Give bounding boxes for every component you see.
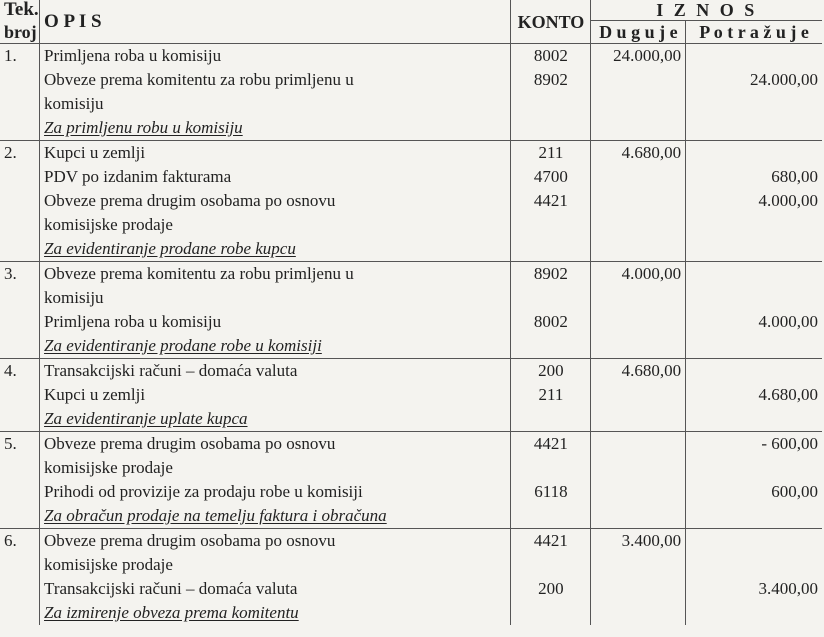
entry-potrazuje	[686, 529, 822, 554]
journal-note-row	[0, 334, 822, 359]
journal-row	[0, 165, 822, 189]
entry-duguje	[591, 553, 686, 577]
entry-description: Obveze prema komitentu za robu primljenu u	[40, 262, 511, 287]
entry-potrazuje	[686, 141, 822, 166]
entry-konto: 4421	[511, 189, 591, 213]
entry-konto: 8902	[511, 262, 591, 287]
entry-konto-empty	[511, 116, 591, 141]
entry-konto	[511, 92, 591, 116]
entry-konto: 4421	[511, 529, 591, 554]
entry-potrazuje	[686, 456, 822, 480]
col-header-potrazuje: P o t r a ž u j e	[686, 21, 822, 44]
journal-note-row	[0, 407, 822, 432]
entry-duguje	[591, 456, 686, 480]
entry-potrazuje	[686, 44, 822, 69]
entry-duguje-empty	[591, 407, 686, 432]
journal-row	[0, 553, 822, 577]
entry-note	[40, 237, 511, 262]
entry-konto: 200	[511, 577, 591, 601]
col-header-konto: KONTO	[511, 0, 591, 44]
entry-duguje	[591, 310, 686, 334]
entry-potrazuje	[686, 92, 822, 116]
entry-potrazuje-empty	[686, 116, 822, 141]
journal-row	[0, 262, 822, 287]
entry-number: 3.	[0, 262, 40, 359]
entry-duguje-empty	[591, 334, 686, 359]
entry-description: Prihodi od provizije za prodaju robe u komisiji	[40, 480, 511, 504]
entry-description: Obveze prema drugim osobama po osnovu	[40, 432, 511, 457]
journal-row	[0, 310, 822, 334]
journal-note-row	[0, 237, 822, 262]
entry-konto: 8002	[511, 44, 591, 69]
entry-konto: 6118	[511, 480, 591, 504]
entry-konto-empty	[511, 504, 591, 529]
entry-duguje	[591, 577, 686, 601]
journal-row	[0, 286, 822, 310]
entry-number: 5.	[0, 432, 40, 529]
entry-description: Kupci u zemlji	[40, 141, 511, 166]
entry-description: Obveze prema drugim osobama po osnovu	[40, 189, 511, 213]
entry-potrazuje	[686, 359, 822, 384]
journal-row	[0, 213, 822, 237]
entry-konto: 200	[511, 359, 591, 384]
entry-note	[40, 334, 511, 359]
entry-number: 6.	[0, 529, 40, 626]
entry-note-text: Za obračun prodaje na temelju faktura i obračuna	[44, 506, 387, 525]
entry-duguje: 4.000,00	[591, 262, 686, 287]
journal-note-row	[0, 116, 822, 141]
entry-note-text: Za izmirenje obveza prema komitentu	[44, 603, 299, 622]
entry-potrazuje-empty	[686, 504, 822, 529]
entry-number: 2.	[0, 141, 40, 262]
entry-konto: 211	[511, 383, 591, 407]
entry-konto: 211	[511, 141, 591, 166]
entry-note	[40, 116, 511, 141]
entry-description: komisijske prodaje	[40, 553, 511, 577]
entry-konto-empty	[511, 334, 591, 359]
journal-row	[0, 432, 822, 457]
entry-potrazuje: - 600,00	[686, 432, 822, 457]
entry-duguje-empty	[591, 237, 686, 262]
journal-row	[0, 68, 822, 92]
entry-konto: 4421	[511, 432, 591, 457]
entry-description: Transakcijski računi – domaća valuta	[40, 359, 511, 384]
journal-body	[0, 44, 822, 626]
entry-potrazuje-empty	[686, 601, 822, 625]
entry-duguje-empty	[591, 116, 686, 141]
entry-number: 4.	[0, 359, 40, 432]
entry-potrazuje	[686, 262, 822, 287]
entry-konto	[511, 213, 591, 237]
entry-note	[40, 601, 511, 625]
journal-row	[0, 189, 822, 213]
entry-potrazuje-empty	[686, 237, 822, 262]
entry-potrazuje	[686, 213, 822, 237]
entry-duguje	[591, 189, 686, 213]
entry-potrazuje: 600,00	[686, 480, 822, 504]
entry-duguje	[591, 432, 686, 457]
col-header-iznos: I Z N O S	[591, 0, 822, 21]
entry-duguje: 3.400,00	[591, 529, 686, 554]
entry-konto-empty	[511, 237, 591, 262]
journal-row	[0, 456, 822, 480]
journal-row	[0, 359, 822, 384]
entry-description: komisiju	[40, 286, 511, 310]
journal-row	[0, 44, 822, 69]
col-header-duguje: D u g u j e	[591, 21, 686, 44]
entry-description: Primljena roba u komisiju	[40, 44, 511, 69]
entry-duguje	[591, 480, 686, 504]
entry-potrazuje: 4.680,00	[686, 383, 822, 407]
journal-row	[0, 92, 822, 116]
entry-duguje	[591, 213, 686, 237]
entry-note	[40, 407, 511, 432]
entry-description: komisiju	[40, 92, 511, 116]
entry-note	[40, 504, 511, 529]
entry-description: Kupci u zemlji	[40, 383, 511, 407]
entry-description: Obveze prema drugim osobama po osnovu	[40, 529, 511, 554]
entry-konto: 8902	[511, 68, 591, 92]
entry-note-text: Za evidentiranje uplate kupca	[44, 409, 248, 428]
col-header-broj: broj	[4, 21, 37, 42]
entry-description: Obveze prema komitentu za robu primljenu u	[40, 68, 511, 92]
entry-konto: 8002	[511, 310, 591, 334]
entry-duguje	[591, 92, 686, 116]
entry-potrazuje	[686, 286, 822, 310]
entry-note-text: Za evidentiranje prodane robe kupcu	[44, 239, 296, 258]
entry-potrazuje: 3.400,00	[686, 577, 822, 601]
entry-konto-empty	[511, 601, 591, 625]
entry-duguje-empty	[591, 504, 686, 529]
entry-potrazuje-empty	[686, 334, 822, 359]
entry-potrazuje-empty	[686, 407, 822, 432]
journal-row	[0, 141, 822, 166]
entry-duguje: 4.680,00	[591, 141, 686, 166]
entry-description: Transakcijski računi – domaća valuta	[40, 577, 511, 601]
journal-row	[0, 480, 822, 504]
entry-note-text: Za primljenu robu u komisiju	[44, 118, 243, 137]
entry-potrazuje: 680,00	[686, 165, 822, 189]
entry-potrazuje	[686, 553, 822, 577]
entry-konto	[511, 286, 591, 310]
entry-potrazuje: 4.000,00	[686, 310, 822, 334]
journal-note-row	[0, 601, 822, 625]
entry-konto	[511, 553, 591, 577]
entry-potrazuje: 4.000,00	[686, 189, 822, 213]
entry-duguje	[591, 286, 686, 310]
journal-row	[0, 383, 822, 407]
entry-konto-empty	[511, 407, 591, 432]
entry-description: Primljena roba u komisiju	[40, 310, 511, 334]
col-header-tek: Tek.	[4, 0, 39, 20]
entry-duguje	[591, 68, 686, 92]
entry-duguje: 24.000,00	[591, 44, 686, 69]
entry-duguje	[591, 165, 686, 189]
entry-description: PDV po izdanim fakturama	[40, 165, 511, 189]
entry-description: komisijske prodaje	[40, 213, 511, 237]
journal-row	[0, 529, 822, 554]
col-header-opis: O P I S	[40, 0, 511, 44]
entry-konto	[511, 456, 591, 480]
entry-konto: 4700	[511, 165, 591, 189]
entry-duguje	[591, 383, 686, 407]
journal-note-row	[0, 504, 822, 529]
entry-potrazuje: 24.000,00	[686, 68, 822, 92]
entry-duguje: 4.680,00	[591, 359, 686, 384]
entry-duguje-empty	[591, 601, 686, 625]
entry-description: komisijske prodaje	[40, 456, 511, 480]
entry-number: 1.	[0, 44, 40, 141]
journal-row	[0, 577, 822, 601]
entry-note-text: Za evidentiranje prodane robe u komisiji	[44, 336, 322, 355]
